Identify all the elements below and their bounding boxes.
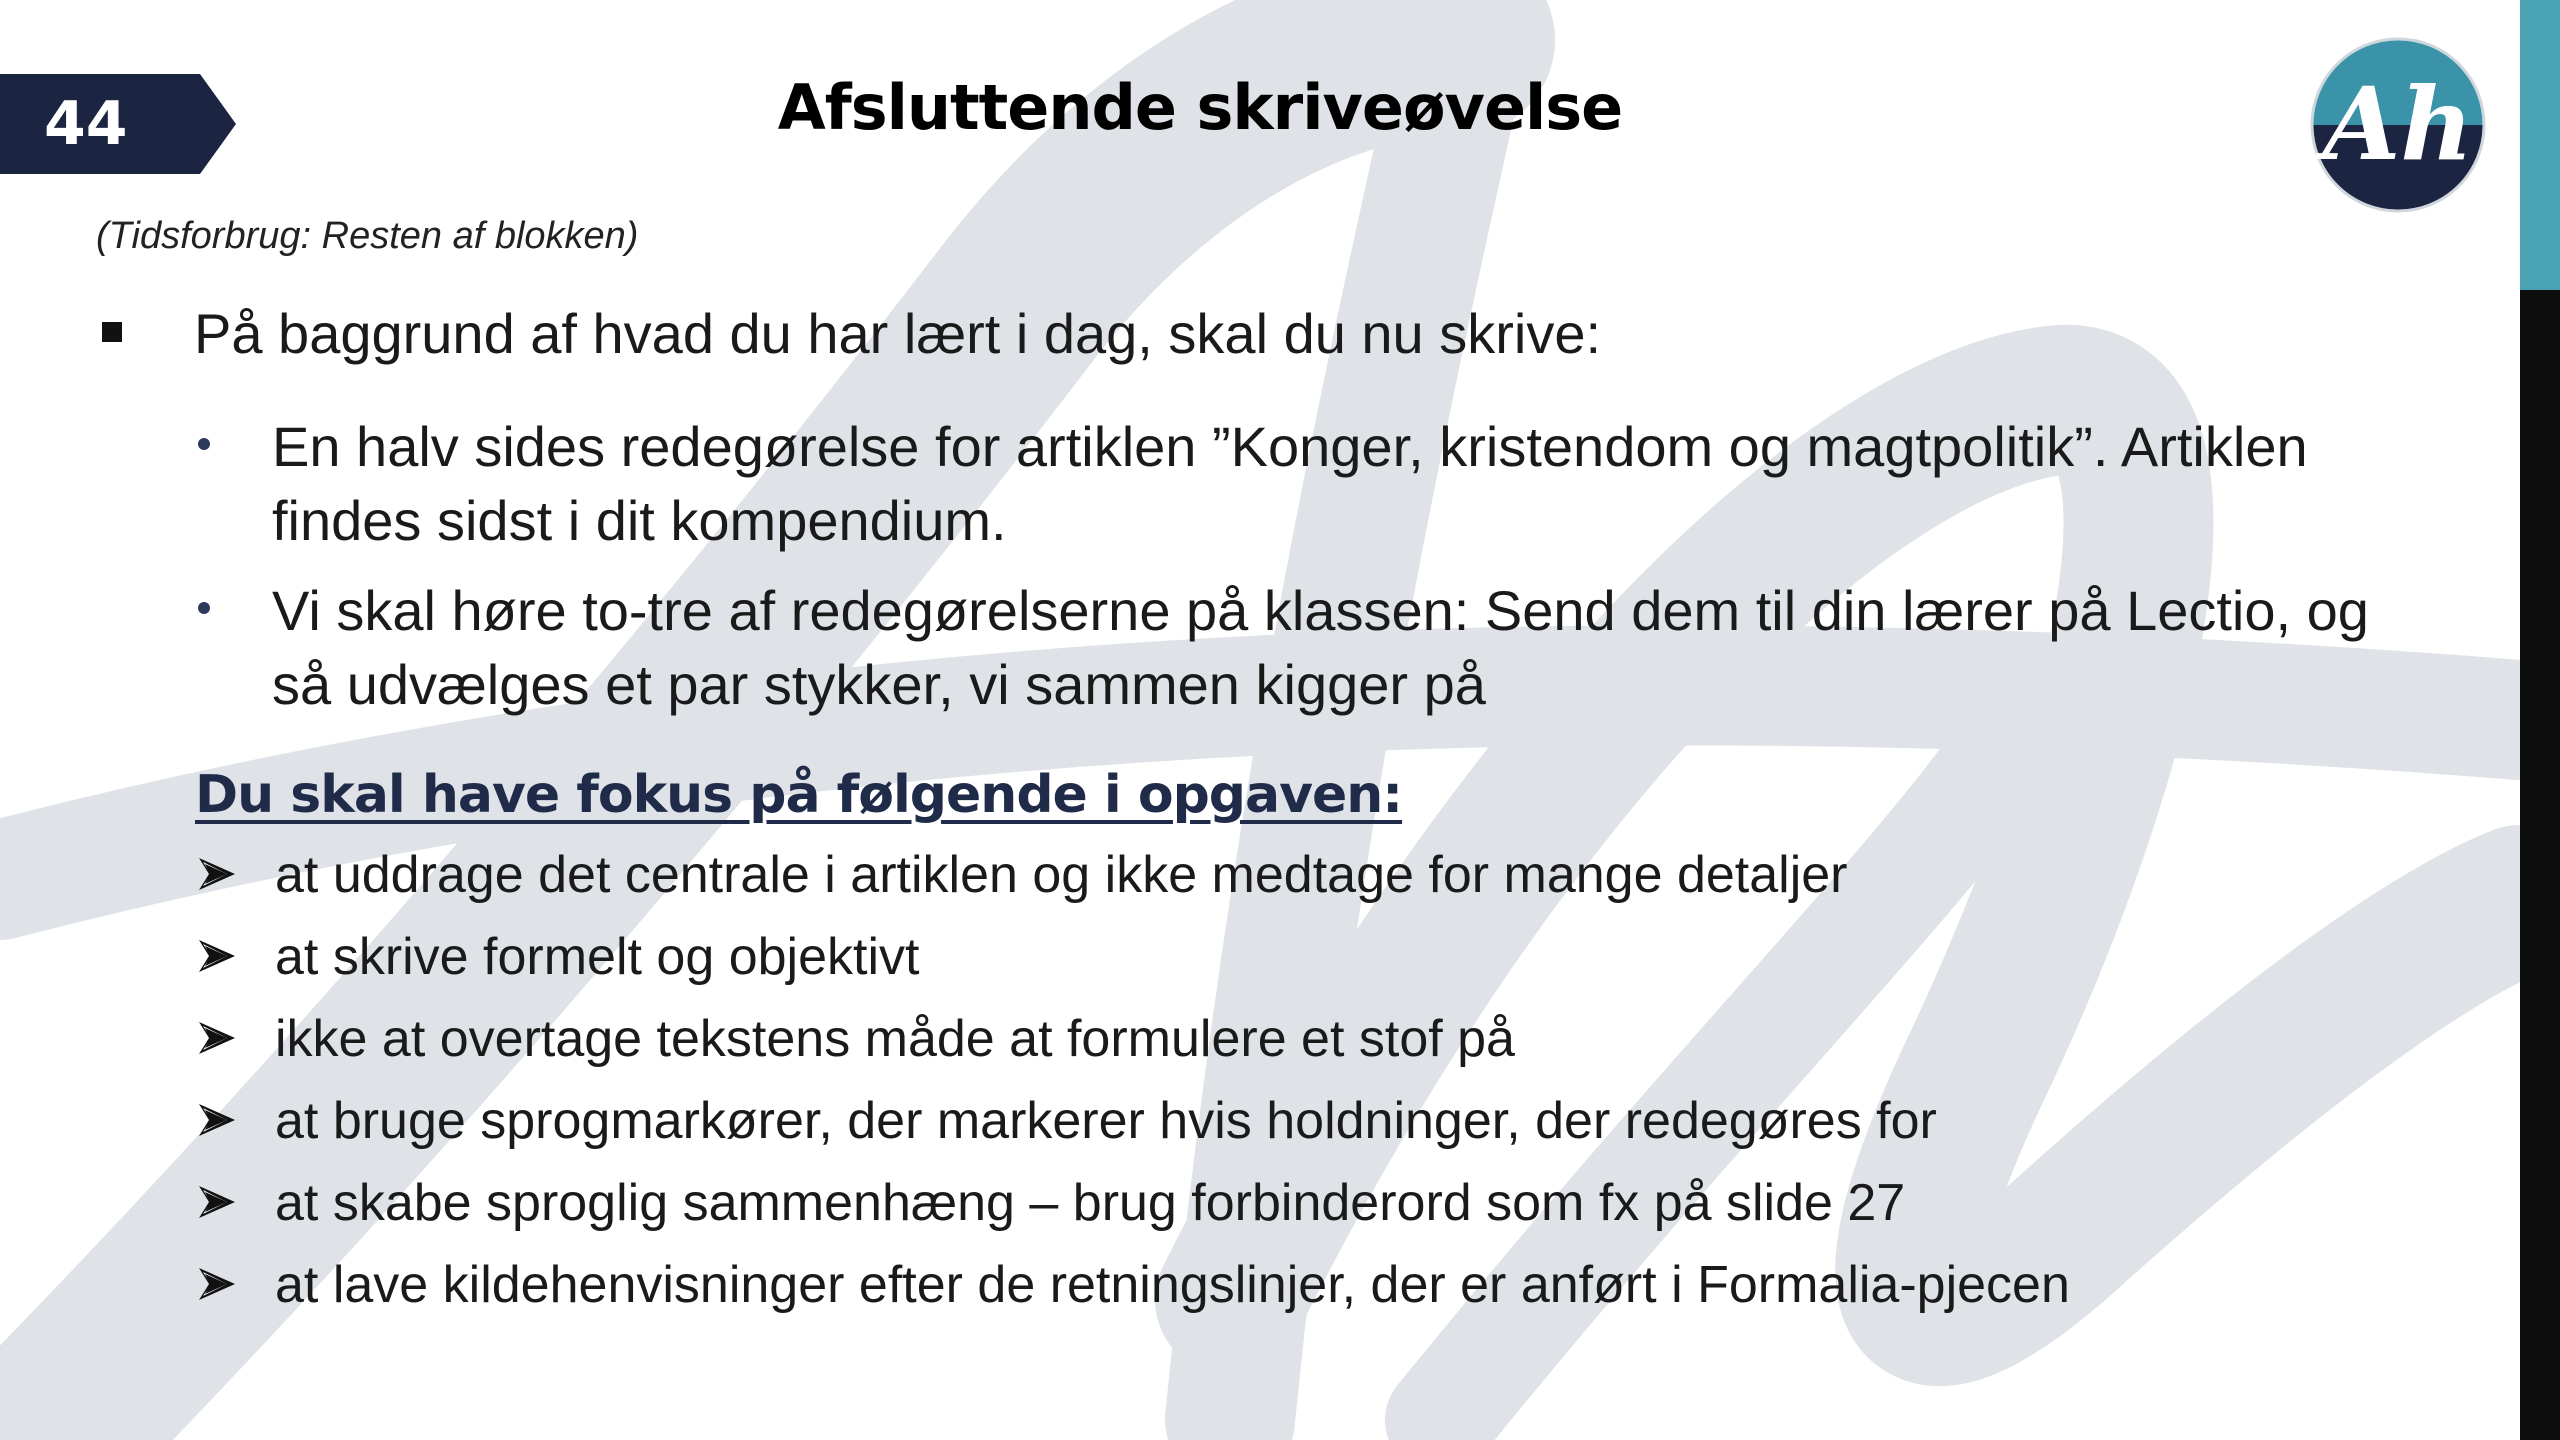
logo <box>2306 33 2490 217</box>
focus-item <box>195 1168 2395 1250</box>
right-accent-bar <box>2520 0 2560 290</box>
focus-item-text: at skrive formelt og objektivt <box>275 928 920 986</box>
arrow-bullet-icon <box>197 1182 237 1222</box>
arrow-bullet-icon <box>197 1018 237 1058</box>
arrow-bullet-icon <box>197 936 237 976</box>
square-bullet-icon <box>102 322 122 342</box>
focus-item-text: at skabe sproglig sammenhæng – brug forbinderord som fx på slide 27 <box>275 1174 1906 1232</box>
dot-bullet-icon <box>198 602 210 614</box>
focus-item <box>195 840 2395 922</box>
slide-title: Afsluttende skriveøvelse <box>777 71 1623 144</box>
sub-bullet-text: Vi skal høre to-tre af redegørelserne på klassen: Send dem til din lærer på Lectio, og så udvælges et par stykker, vi sammen kigger på <box>272 579 2369 716</box>
slide-number-tag <box>0 74 236 174</box>
arrow-bullet-icon <box>197 1264 237 1304</box>
focus-item-text: at bruge sprogmarkører, der markerer hvis holdninger, der redegøres for <box>275 1092 1937 1150</box>
sub-bullet-text: En halv sides redegørelse for artiklen ”Konger, kristendom og magtpolitik”. Artiklen findes sidst i dit kompendium. <box>272 415 2308 552</box>
arrow-bullet-icon <box>197 1100 237 1140</box>
main-bullet-text: På baggrund af hvad du har lært i dag, skal du nu skrive: <box>194 302 1602 365</box>
focus-item-text: ikke at overtage tekstens måde at formulere et stof på <box>275 1010 1515 1068</box>
time-note: (Tidsforbrug: Resten af blokken) <box>96 215 639 257</box>
right-dark-bar <box>2520 290 2560 1440</box>
slide-number: 44 <box>44 89 128 159</box>
focus-item-text: at uddrage det centrale i artiklen og ikke medtage for mange detaljer <box>275 846 1848 904</box>
focus-item <box>195 922 2395 1004</box>
focus-item <box>195 1004 2395 1086</box>
focus-item <box>195 1250 2395 1332</box>
focus-list <box>195 840 2395 1332</box>
focus-heading: Du skal have fokus på følgende i opgaven: <box>195 765 1403 825</box>
focus-item-text: at lave kildehenvisninger efter de retningslinjer, der er anført i Formalia-pjecen <box>275 1256 2070 1314</box>
arrow-bullet-icon <box>197 854 237 894</box>
dot-bullet-icon <box>198 438 210 450</box>
logo-text: Ah <box>2322 65 2474 183</box>
focus-item <box>195 1086 2395 1168</box>
logo-emblem-icon <box>2306 33 2490 217</box>
